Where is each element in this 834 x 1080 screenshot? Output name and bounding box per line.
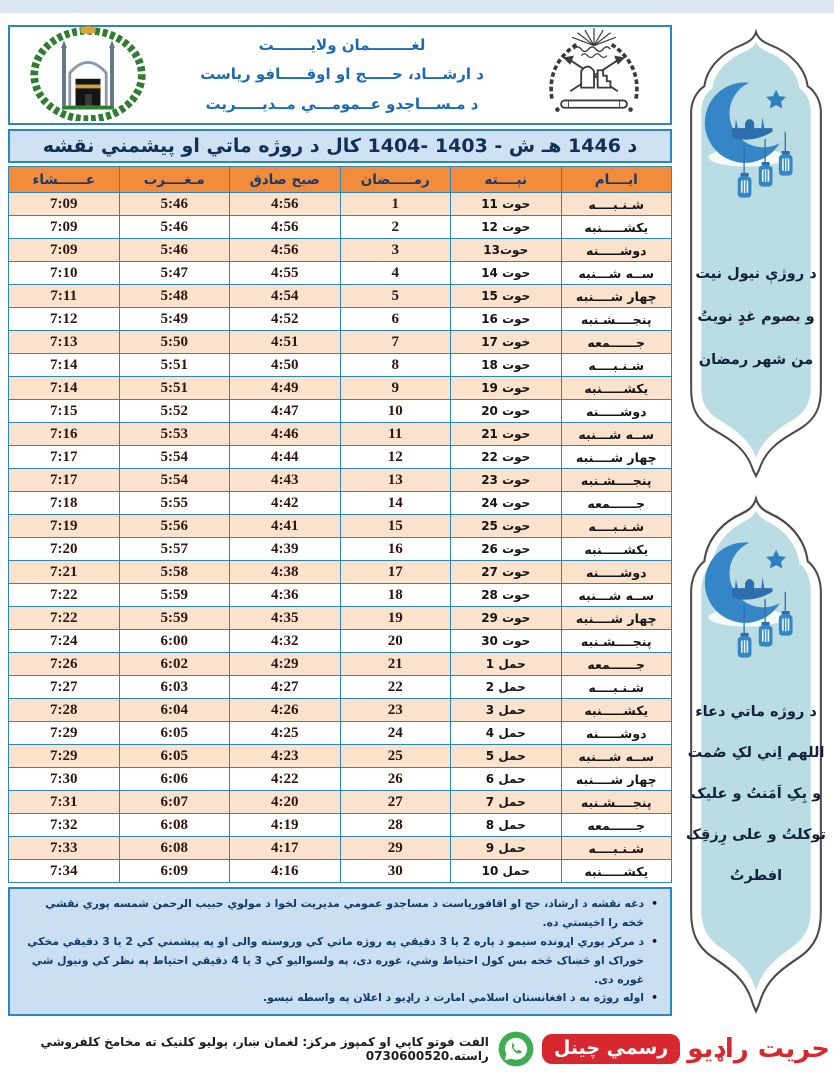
cell-date: 18 حوت: [451, 354, 562, 377]
table-row: [9, 699, 672, 722]
niyyah-panel-content: [680, 28, 832, 368]
cell-maghrib: 5:56: [119, 515, 230, 538]
timetable-body: [9, 193, 672, 883]
cell-isha: 7:30: [9, 768, 120, 791]
cell-subh_sadiq: 4:42: [230, 492, 341, 515]
cell-date: 24 حوت: [451, 492, 562, 515]
panel-text-line: توکلتُ و علی رِزقِک: [686, 827, 826, 843]
cell-ramadan: 13: [340, 469, 451, 492]
table-row: [9, 331, 672, 354]
province-line: لغــــــــمان ولایـــــــت: [258, 36, 426, 55]
cell-ramadan: 23: [340, 699, 451, 722]
cell-day: یکشـــــنبه: [561, 538, 672, 561]
cell-maghrib: 6:04: [119, 699, 230, 722]
cell-date: 25 حوت: [451, 515, 562, 538]
cell-day: یکشـــــنبه: [561, 216, 672, 239]
cell-date: 13حوت: [451, 239, 562, 262]
cell-day: دوشـــــنه: [561, 722, 672, 745]
print-shop-info: الفت فوتو کاپي او کمپوز مرکز: لغمان ښار، پولیو کلنیک ته مخامخ کلفروشي راسته.0730600520: [40, 1035, 489, 1064]
cell-maghrib: 5:49: [119, 308, 230, 331]
cell-maghrib: 5:50: [119, 331, 230, 354]
table-row: [9, 400, 672, 423]
page-title: د 1446 هـ ش - 1403 -1404 کال د روژه ماتي او پیشمني نقشه: [8, 129, 672, 163]
cell-ramadan: 20: [340, 630, 451, 653]
cell-maghrib: 6:06: [119, 768, 230, 791]
crescent-moon-star-lanterns-icon: [692, 530, 820, 670]
cell-subh_sadiq: 4:29: [230, 653, 341, 676]
cell-date: 23 حوت: [451, 469, 562, 492]
cell-day: یکشـــــنبه: [561, 377, 672, 400]
cell-subh_sadiq: 4:51: [230, 331, 341, 354]
table-row: [9, 584, 672, 607]
cell-date: 30 حوت: [451, 630, 562, 653]
table-row: [9, 860, 672, 883]
cell-day: چهار شــــنبه: [561, 285, 672, 308]
table-row: [9, 676, 672, 699]
iftar-dua-panel-content: [680, 494, 832, 884]
cell-day: چهار شــــنبه: [561, 768, 672, 791]
cell-subh_sadiq: 4:50: [230, 354, 341, 377]
hajj-ministry-kaaba-emblem-icon: [22, 25, 154, 125]
cell-day: پنجــــشـنبه: [561, 791, 672, 814]
table-row: [9, 607, 672, 630]
cell-day: جــــــمعه: [561, 814, 672, 837]
cell-subh_sadiq: 4:56: [230, 216, 341, 239]
table-row: [9, 814, 672, 837]
cell-isha: 7:27: [9, 676, 120, 699]
cell-date: 4 حمل: [451, 722, 562, 745]
cell-day: جــــــمعه: [561, 492, 672, 515]
cell-maghrib: 5:51: [119, 354, 230, 377]
cell-ramadan: 6: [340, 308, 451, 331]
col-header-subh-sadiq: صبح صادق: [230, 167, 341, 193]
cell-maghrib: 5:57: [119, 538, 230, 561]
cell-subh_sadiq: 4:27: [230, 676, 341, 699]
cell-ramadan: 30: [340, 860, 451, 883]
cell-day: پنجــــشـنبه: [561, 630, 672, 653]
cell-date: 19 حوت: [451, 377, 562, 400]
table-row: [9, 653, 672, 676]
cell-date: 17 خوت: [451, 331, 562, 354]
table-row: [9, 791, 672, 814]
cell-ramadan: 5: [340, 285, 451, 308]
cell-subh_sadiq: 4:46: [230, 423, 341, 446]
col-header-maghrib: مـغــــرب: [119, 167, 230, 193]
note-item: • اوله روژه به د افغانستان اسلامي امارت د راډیو د اعلان په واسطه نیسو.: [20, 989, 658, 1008]
table-row: [9, 193, 672, 216]
cell-ramadan: 14: [340, 492, 451, 515]
cell-ramadan: 18: [340, 584, 451, 607]
col-header-isha: عــــــشاء: [9, 167, 120, 193]
cell-maghrib: 5:46: [119, 193, 230, 216]
table-row: [9, 446, 672, 469]
cell-subh_sadiq: 4:25: [230, 722, 341, 745]
panel-text-line: من شهر رمضان: [698, 352, 814, 368]
cell-day: پنجــــشـنبه: [561, 469, 672, 492]
channel-name: حریت راډیو: [687, 1034, 830, 1065]
table-row: [9, 538, 672, 561]
top-margin-strip: [0, 0, 834, 13]
cell-date: 8 حمل: [451, 814, 562, 837]
cell-subh_sadiq: 4:56: [230, 193, 341, 216]
panel-text-line: و بصوم غدٍ نویتُ: [697, 309, 815, 325]
cell-date: 29 حوت: [451, 607, 562, 630]
panel-text-line: اللهم اِني لکِ صُمت: [687, 745, 825, 761]
cell-date: 12 حوت: [451, 216, 562, 239]
cell-maghrib: 5:46: [119, 239, 230, 262]
cell-subh_sadiq: 4:35: [230, 607, 341, 630]
cell-maghrib: 6:00: [119, 630, 230, 653]
cell-maghrib: 5:54: [119, 446, 230, 469]
cell-date: 16 حوت: [451, 308, 562, 331]
cell-day: ســه شـــنبه: [561, 745, 672, 768]
cell-subh_sadiq: 4:20: [230, 791, 341, 814]
panel-text-line: د روژه ماتي دعاء: [695, 704, 817, 720]
notes-box: [8, 887, 672, 1016]
table-row: [9, 515, 672, 538]
cell-subh_sadiq: 4:26: [230, 699, 341, 722]
cell-ramadan: 24: [340, 722, 451, 745]
cell-isha: 7:26: [9, 653, 120, 676]
cell-isha: 7:17: [9, 446, 120, 469]
cell-isha: 7:18: [9, 492, 120, 515]
cell-subh_sadiq: 4:54: [230, 285, 341, 308]
cell-ramadan: 9: [340, 377, 451, 400]
cell-maghrib: 5:55: [119, 492, 230, 515]
cell-maghrib: 6:05: [119, 722, 230, 745]
cell-subh_sadiq: 4:22: [230, 768, 341, 791]
cell-isha: 7:14: [9, 354, 120, 377]
cell-date: 11 حوت: [451, 193, 562, 216]
cell-subh_sadiq: 4:43: [230, 469, 341, 492]
cell-ramadan: 3: [340, 239, 451, 262]
table-row: [9, 354, 672, 377]
panel-text-line: د روژې نیول نیت: [695, 266, 817, 282]
timetable: [8, 166, 672, 883]
cell-isha: 7:11: [9, 285, 120, 308]
cell-date: 1 حمل: [451, 653, 562, 676]
cell-subh_sadiq: 4:55: [230, 262, 341, 285]
iftar-dua-panel: [680, 494, 832, 1016]
cell-date: 28 حوت: [451, 584, 562, 607]
cell-subh_sadiq: 4:16: [230, 860, 341, 883]
radio-channel-badge: [497, 1030, 830, 1068]
cell-isha: 7:20: [9, 538, 120, 561]
cell-isha: 7:29: [9, 745, 120, 768]
cell-subh_sadiq: 4:49: [230, 377, 341, 400]
cell-date: 21 حوت: [451, 423, 562, 446]
panel-text-line: و بِکِ اَمَنتُ و علیک: [690, 786, 822, 802]
cell-ramadan: 27: [340, 791, 451, 814]
cell-date: 3 حمل: [451, 699, 562, 722]
cell-ramadan: 29: [340, 837, 451, 860]
crescent-moon-star-lanterns-icon: [692, 70, 820, 210]
directorate-line: د ارشـــاد، حـــــج او اوقـــــافو ریاست: [200, 65, 484, 84]
cell-date: 27 حوت: [451, 561, 562, 584]
table-row: [9, 492, 672, 515]
table-row: [9, 285, 672, 308]
cell-ramadan: 22: [340, 676, 451, 699]
cell-subh_sadiq: 4:38: [230, 561, 341, 584]
cell-maghrib: 5:59: [119, 584, 230, 607]
cell-maghrib: 5:58: [119, 561, 230, 584]
cell-day: شـنـبــــه: [561, 354, 672, 377]
table-row: [9, 630, 672, 653]
department-line: د مـســـاجدو عــمومـــي مــدیـــــریت: [205, 94, 479, 113]
cell-ramadan: 7: [340, 331, 451, 354]
notes-list: [20, 895, 658, 1008]
timetable-header: [9, 167, 672, 193]
cell-day: چهار شــــنبه: [561, 607, 672, 630]
cell-subh_sadiq: 4:39: [230, 538, 341, 561]
cell-day: ســه شـــنبه: [561, 423, 672, 446]
cell-subh_sadiq: 4:17: [230, 837, 341, 860]
table-row: [9, 377, 672, 400]
cell-isha: 7:09: [9, 239, 120, 262]
cell-isha: 7:09: [9, 193, 120, 216]
table-row: [9, 423, 672, 446]
cell-subh_sadiq: 4:52: [230, 308, 341, 331]
cell-isha: 7:14: [9, 377, 120, 400]
niyyah-panel: [680, 28, 832, 480]
cell-maghrib: 5:51: [119, 377, 230, 400]
cell-subh_sadiq: 4:56: [230, 239, 341, 262]
cell-isha: 7:34: [9, 860, 120, 883]
cell-date: 14 حوت: [451, 262, 562, 285]
cell-isha: 7:09: [9, 216, 120, 239]
cell-maghrib: 5:48: [119, 285, 230, 308]
cell-maghrib: 5:52: [119, 400, 230, 423]
cell-ramadan: 28: [340, 814, 451, 837]
table-row: [9, 308, 672, 331]
cell-date: 9 حمل: [451, 837, 562, 860]
cell-maghrib: 5:47: [119, 262, 230, 285]
footer-bar: [0, 1026, 834, 1072]
cell-date: 5 حمل: [451, 745, 562, 768]
cell-day: چهار شــــنبه: [561, 446, 672, 469]
cell-maghrib: 6:05: [119, 745, 230, 768]
cell-subh_sadiq: 4:19: [230, 814, 341, 837]
cell-ramadan: 1: [340, 193, 451, 216]
cell-ramadan: 15: [340, 515, 451, 538]
whatsapp-icon: [497, 1030, 535, 1068]
cell-isha: 7:21: [9, 561, 120, 584]
table-row: [9, 239, 672, 262]
cell-maghrib: 5:59: [119, 607, 230, 630]
cell-day: دوشـــــنه: [561, 400, 672, 423]
cell-isha: 7:19: [9, 515, 120, 538]
cell-isha: 7:31: [9, 791, 120, 814]
cell-isha: 7:17: [9, 469, 120, 492]
cell-isha: 7:28: [9, 699, 120, 722]
note-item: • د مرکز پوري اړونده سیمو د پاره 2 یا 3 دقیقي په روژه ماتي کي وروسته والی او په پیشمني کي 2 یا 3 دقیقي مخکي خوراک او څښاک څخه بس کول احتیاط وشي، غوره دی، په ولسوالیو کي 3 یا 4 دقیقي احتیاط په نظر کي ونیول شي غوره دی.: [20, 933, 658, 990]
panel-text-line: افطرتُ: [729, 868, 783, 884]
table-row: [9, 561, 672, 584]
iftar-dua-text: [686, 704, 826, 884]
cell-isha: 7:22: [9, 607, 120, 630]
cell-isha: 7:16: [9, 423, 120, 446]
cell-maghrib: 6:07: [119, 791, 230, 814]
cell-ramadan: 4: [340, 262, 451, 285]
cell-ramadan: 16: [340, 538, 451, 561]
table-row: [9, 837, 672, 860]
main-column: [8, 13, 672, 1016]
cell-date: 2 حمل: [451, 676, 562, 699]
cell-isha: 7:33: [9, 837, 120, 860]
ministry-header-text: [200, 31, 484, 119]
letterhead: [8, 25, 672, 125]
cell-maghrib: 6:09: [119, 860, 230, 883]
cell-ramadan: 11: [340, 423, 451, 446]
table-row: [9, 722, 672, 745]
cell-day: شـنـبــــه: [561, 515, 672, 538]
col-header-date: نېــــته: [451, 167, 562, 193]
table-row: [9, 262, 672, 285]
cell-ramadan: 17: [340, 561, 451, 584]
cell-day: شـنـبــــه: [561, 676, 672, 699]
niyyah-text: [695, 266, 816, 368]
cell-day: شـنـبــــه: [561, 193, 672, 216]
cell-maghrib: 6:03: [119, 676, 230, 699]
cell-day: جــــــمعه: [561, 653, 672, 676]
cell-ramadan: 21: [340, 653, 451, 676]
decorative-sidebar: [680, 13, 832, 1016]
cell-date: 6 حمل: [451, 768, 562, 791]
content-area: [0, 13, 834, 1016]
channel-official-pill: رسمي چینل: [542, 1034, 680, 1064]
cell-subh_sadiq: 4:44: [230, 446, 341, 469]
cell-ramadan: 26: [340, 768, 451, 791]
cell-maghrib: 5:46: [119, 216, 230, 239]
table-row: [9, 216, 672, 239]
cell-isha: 7:22: [9, 584, 120, 607]
cell-ramadan: 8: [340, 354, 451, 377]
cell-day: جــــــمعه: [561, 331, 672, 354]
col-header-ramadan: رمـــــضان: [340, 167, 451, 193]
cell-isha: 7:12: [9, 308, 120, 331]
table-row: [9, 768, 672, 791]
cell-maghrib: 5:54: [119, 469, 230, 492]
cell-date: 10 حمل: [451, 860, 562, 883]
cell-day: دوشـــــنه: [561, 239, 672, 262]
cell-subh_sadiq: 4:32: [230, 630, 341, 653]
cell-isha: 7:15: [9, 400, 120, 423]
cell-subh_sadiq: 4:47: [230, 400, 341, 423]
cell-ramadan: 25: [340, 745, 451, 768]
cell-isha: 7:29: [9, 722, 120, 745]
cell-maghrib: 6:08: [119, 814, 230, 837]
cell-isha: 7:24: [9, 630, 120, 653]
cell-subh_sadiq: 4:41: [230, 515, 341, 538]
cell-maghrib: 6:08: [119, 837, 230, 860]
cell-subh_sadiq: 4:36: [230, 584, 341, 607]
cell-day: ســه شـــنبه: [561, 584, 672, 607]
cell-day: یکشـــــنبه: [561, 699, 672, 722]
col-header-day: ایــــام: [561, 167, 672, 193]
cell-isha: 7:13: [9, 331, 120, 354]
cell-ramadan: 12: [340, 446, 451, 469]
cell-day: شـنـبــــه: [561, 837, 672, 860]
cell-isha: 7:32: [9, 814, 120, 837]
cell-maghrib: 5:53: [119, 423, 230, 446]
islamic-emirate-emblem-icon: [530, 26, 658, 124]
cell-ramadan: 19: [340, 607, 451, 630]
cell-date: 7 حمل: [451, 791, 562, 814]
cell-date: 26 حوت: [451, 538, 562, 561]
cell-maghrib: 6:02: [119, 653, 230, 676]
cell-isha: 7:10: [9, 262, 120, 285]
table-row: [9, 745, 672, 768]
cell-date: 22 حوت: [451, 446, 562, 469]
cell-day: ســه شـــنبه: [561, 262, 672, 285]
cell-ramadan: 10: [340, 400, 451, 423]
cell-day: یکشـــــنبه: [561, 860, 672, 883]
note-item: • دغه نقشه د ارشاد، حج او اقافوریاست د مساجدو عمومي مدیریت لخوا د مولوي حبیب الرحمن شمسه پوري نقشي څخه را اخیستي ده.: [20, 895, 658, 933]
cell-ramadan: 2: [340, 216, 451, 239]
cell-subh_sadiq: 4:23: [230, 745, 341, 768]
cell-day: دوشـــــنه: [561, 561, 672, 584]
cell-date: 15 حوت: [451, 285, 562, 308]
cell-day: پنجــــشـنبه: [561, 308, 672, 331]
table-row: [9, 469, 672, 492]
cell-date: 20 حوت: [451, 400, 562, 423]
